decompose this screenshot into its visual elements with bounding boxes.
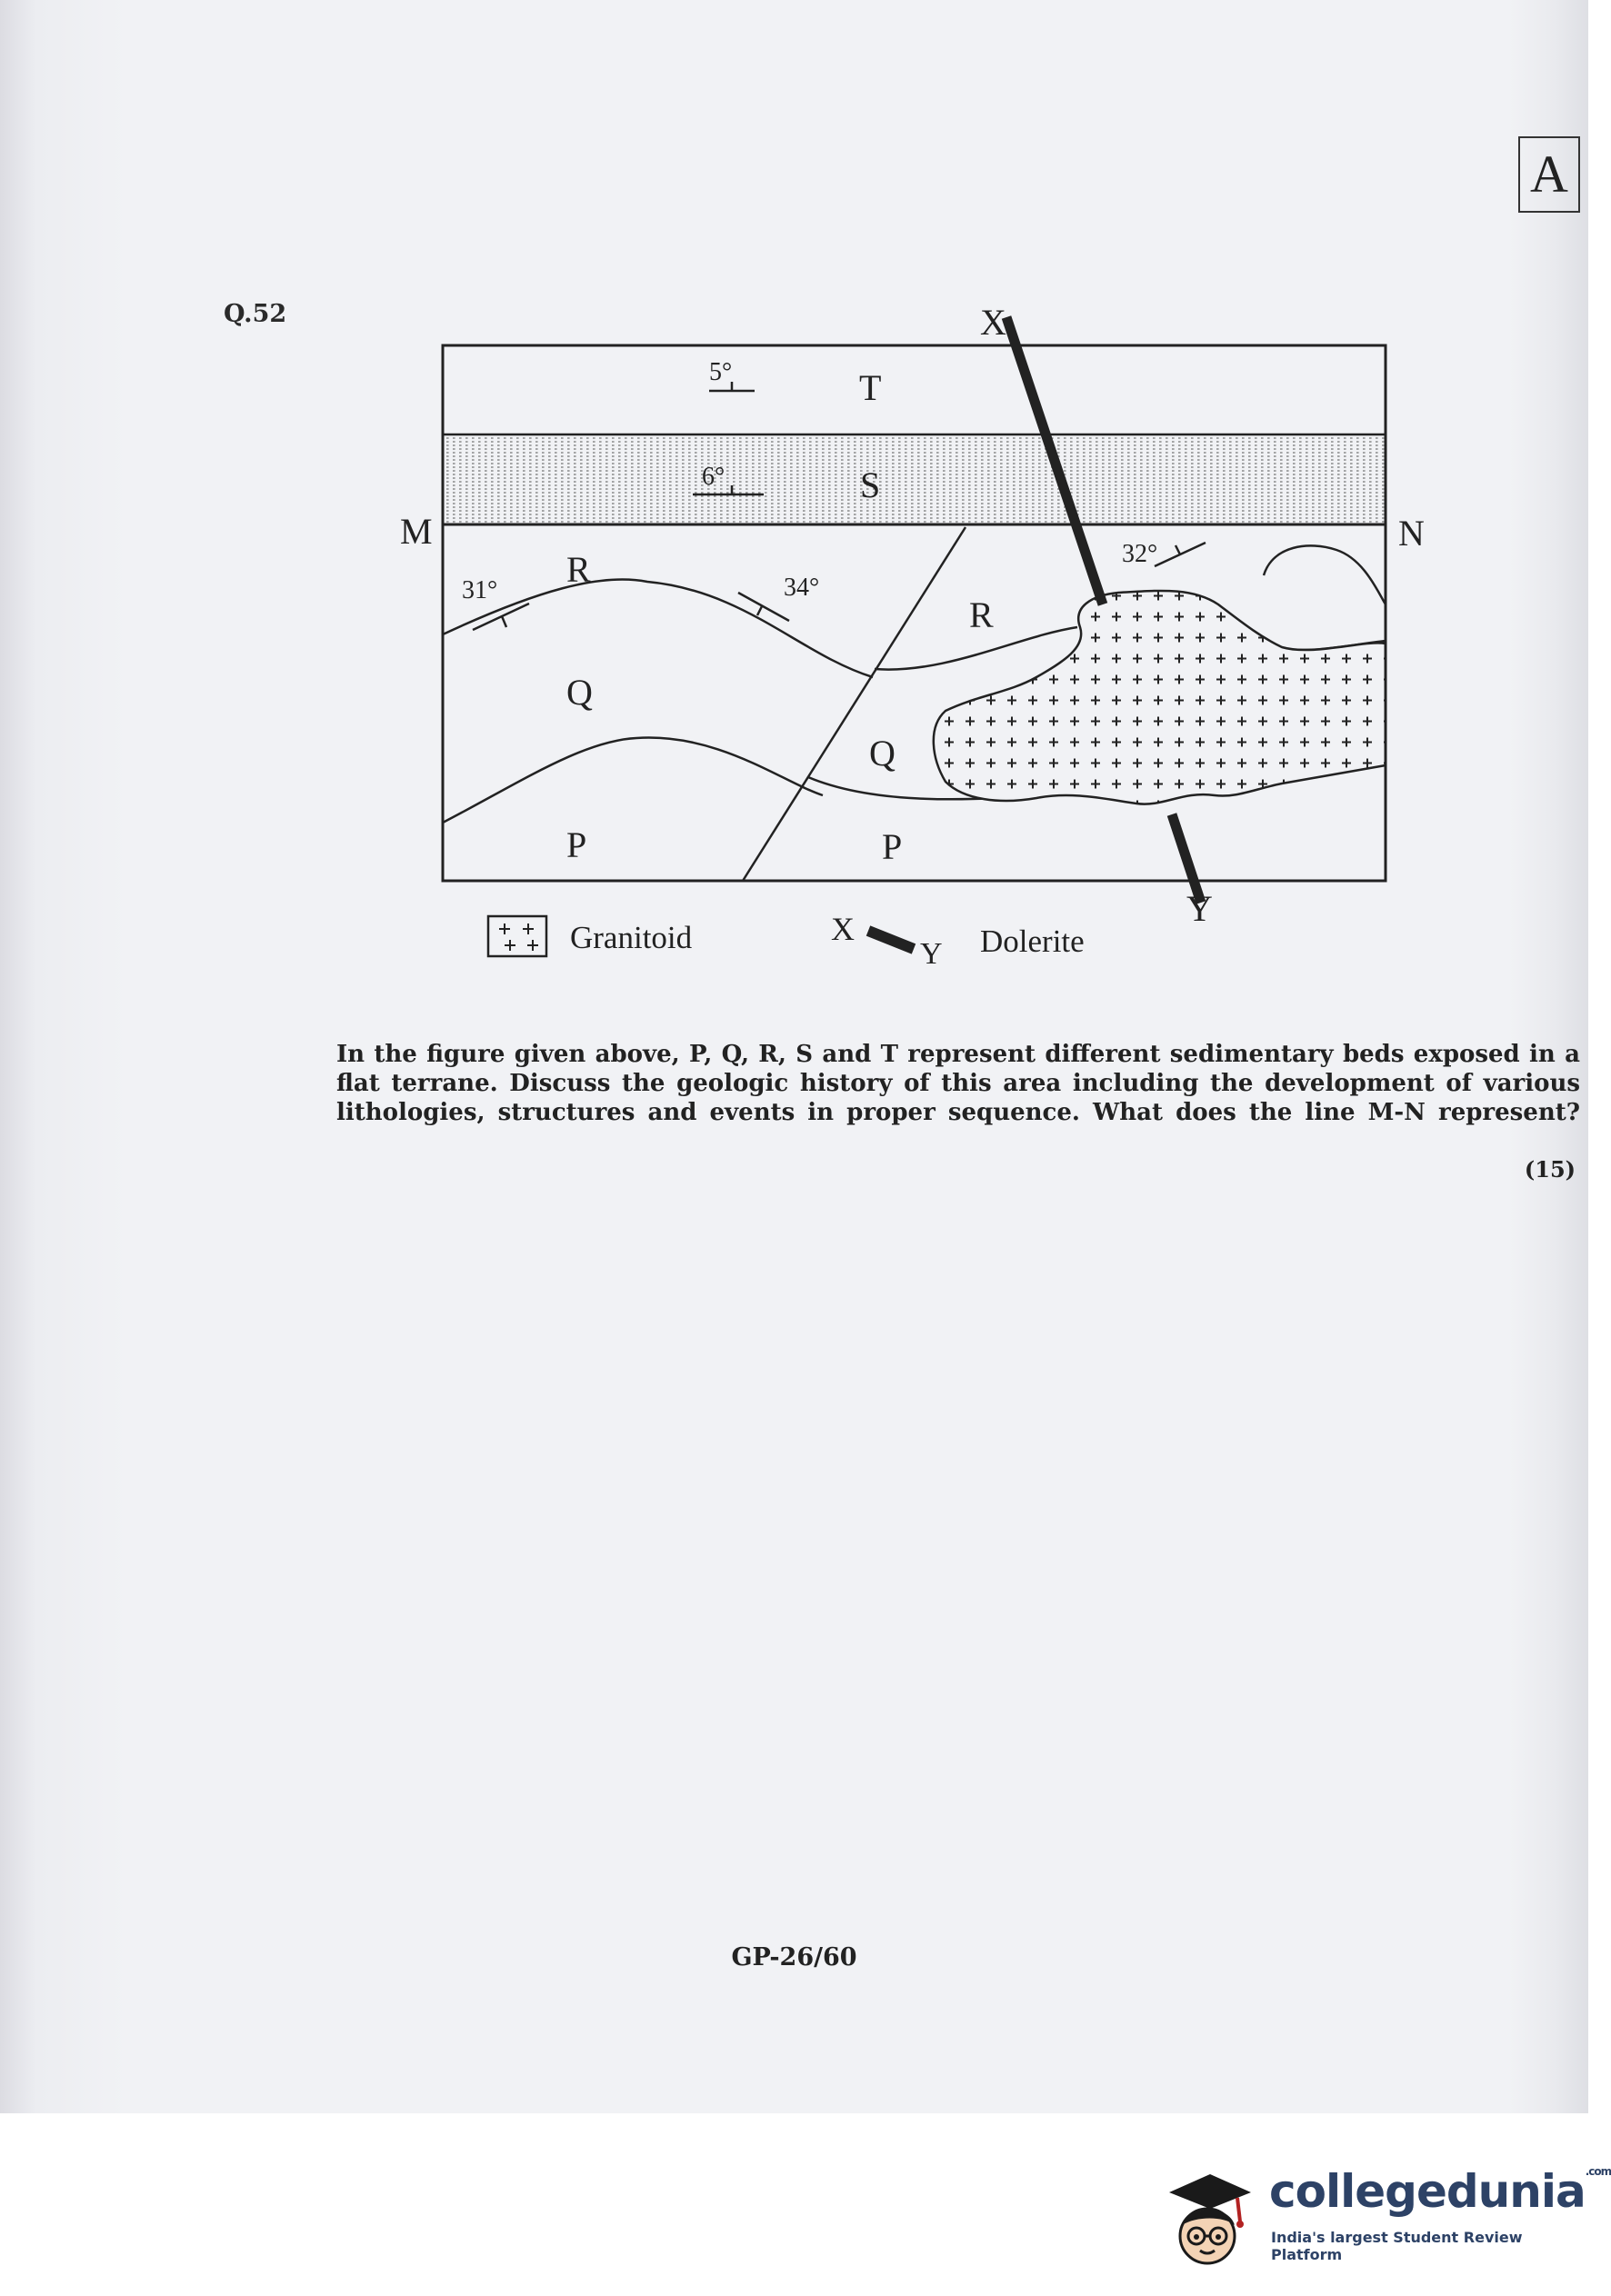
label-bed-s: S [860,464,881,505]
collegedunia-logo [1160,2156,1611,2274]
legend-dyke-x: X [831,911,855,947]
contact-q-p-left [443,738,823,823]
label-y: Y [1186,888,1213,929]
question-marks: (15) [1524,1156,1576,1183]
legend-dolerite-label: Dolerite [980,923,1085,959]
dip-value-s: 6° [702,463,725,491]
dip-symbol-r-crest [738,593,789,621]
set-code-box: A [1518,136,1580,213]
fault-line [743,527,966,881]
dip-value-r-crest: 34° [784,574,820,602]
label-m: M [400,511,433,552]
dip-symbol-r-right [1155,543,1206,566]
contact-r-upper-right [1264,545,1386,604]
question-number: Q.52 [224,300,287,328]
label-bed-q-left: Q [566,672,593,713]
legend-granitoid-label: Granitoid [570,920,693,955]
label-bed-r-left: R [566,549,591,590]
map-border [443,345,1386,881]
legend-granitoid-swatch [488,916,546,956]
label-bed-t: T [859,367,882,408]
legend-dolerite [831,911,1085,971]
label-n: N [1398,513,1425,554]
mascot-icon [1160,2156,1260,2274]
label-bed-p-left: P [566,824,587,865]
brand-name-suffix: .com [1585,2165,1611,2178]
geologic-map-figure [0,0,1588,1000]
label-bed-p-right: P [882,826,903,867]
page-code: GP-26/60 [731,1943,857,1972]
label-bed-r-right: R [969,594,994,635]
dip-value-t: 5° [709,358,733,386]
bed-s-band [443,434,1386,524]
dip-value-r-left: 31° [462,576,498,604]
label-x: X [980,302,1006,343]
question-text: In the figure given above, P, Q, R, S and T represent different sedimentary beds exposed in a flat terrane. Discuss the geologic history of this area including the development of various lithologies, structures and events in proper sequence. What does the line M-N represent? [336,1041,1580,1126]
brand-tagline: India's largest Student Review Platform [1271,2229,1523,2263]
brand-name-main: collegedunia [1269,2165,1586,2218]
legend-granitoid [488,916,693,956]
legend-dyke-symbol [868,931,914,949]
legend-dyke-y: Y [920,937,943,971]
brand-name [1269,2165,1611,2218]
granitoid-pattern [934,591,1386,804]
label-bed-q-right: Q [869,733,896,774]
dip-value-r-right: 32° [1122,540,1158,568]
